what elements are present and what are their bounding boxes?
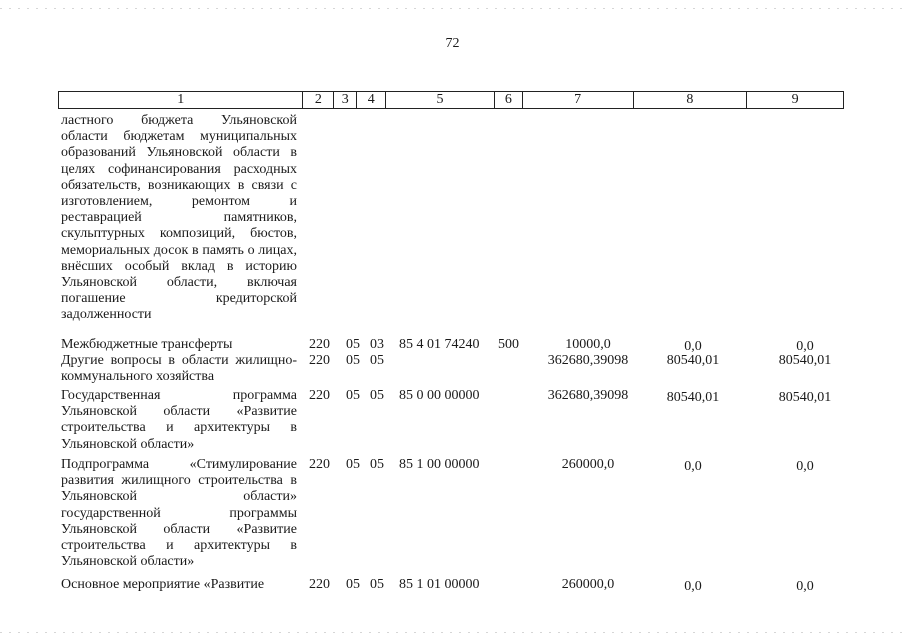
header-col-4: 4 [357,92,386,108]
scan-edge-top [0,8,905,9]
cell-col-9: 0,0 [796,339,814,354]
header-col-2: 2 [303,92,334,108]
row-name: Межбюджетные трансферты [61,337,233,352]
cell-col-5: 85 1 00 00000 [399,457,480,472]
header-col-5: 5 [386,92,495,108]
cell-col-7: 10000,0 [565,337,611,352]
cell-col-3: 05 [346,577,360,592]
header-col-9: 9 [791,92,799,107]
cell-col-8: 80540,01 [666,353,720,368]
cell-col-8: 0,0 [684,579,702,594]
cell-col-5: 85 4 01 74240 [399,337,480,352]
cell-col-9: 0,0 [796,579,814,594]
row-name: Государственная программа Ульяновской области «Развитие строительства и архитектуры в Ульяновской области» [61,388,297,452]
cell-col-8: 0,0 [684,339,702,354]
cell-col-7: 260000,0 [561,457,615,472]
cell-col-2: 220 [309,353,330,368]
cell-col-7: 362680,39098 [547,353,629,368]
header-col-3: 3 [334,92,357,108]
header-col-8: 8 [634,92,748,108]
row-name: Основное мероприятие «Развитие [61,577,265,592]
row-name: ластного бюджета Ульяновской области бюджетам муниципальных образований Ульяновской области в целях софинансирования расходных обязательств, возникающих в связи с изготовлением, ремонтом и реставрацией памятников, скульптурных композиций, бюстов, мемориальных досок в память о лицах, внёсших особый вклад в историю Ульяновской области, включая погашение кредиторской задолженности [61,113,297,323]
cell-col-4: 05 [370,388,384,403]
cell-col-8: 0,0 [684,459,702,474]
cell-col-5: 85 0 00 00000 [399,388,480,403]
cell-col-8: 80540,01 [666,390,720,405]
cell-col-5: 85 1 01 00000 [399,577,480,592]
row-name: Другие вопросы в области жилищно-коммунального хозяйства [61,353,297,385]
page-number: 72 [445,36,460,51]
cell-col-4: 05 [370,577,384,592]
cell-col-7: 260000,0 [561,577,615,592]
cell-col-2: 220 [309,337,330,352]
header-col-1: 1 [59,92,303,108]
cell-col-3: 05 [346,353,360,368]
cell-col-3: 05 [346,457,360,472]
row-name: Подпрограмма «Стимулирование развития жилищного строительства в Ульяновской области» государственной программы Ульяновской области «Развитие строительства и архитектуры в Ульяновской области» [61,457,297,570]
cell-col-3: 05 [346,337,360,352]
cell-col-2: 220 [309,457,330,472]
cell-col-4: 05 [370,457,384,472]
cell-col-9: 80540,01 [778,390,832,405]
header-col-7: 7 [523,92,634,108]
table-header [58,91,844,109]
cell-col-9: 0,0 [796,459,814,474]
cell-col-9: 80540,01 [778,353,832,368]
scan-edge-bottom [0,632,905,633]
cell-col-2: 220 [309,577,330,592]
cell-col-4: 05 [370,353,384,368]
cell-col-3: 05 [346,388,360,403]
cell-col-2: 220 [309,388,330,403]
cell-col-4: 03 [370,337,384,352]
cell-col-7: 362680,39098 [547,388,629,403]
header-col-6: 6 [495,92,523,108]
cell-col-6: 500 [498,337,519,352]
